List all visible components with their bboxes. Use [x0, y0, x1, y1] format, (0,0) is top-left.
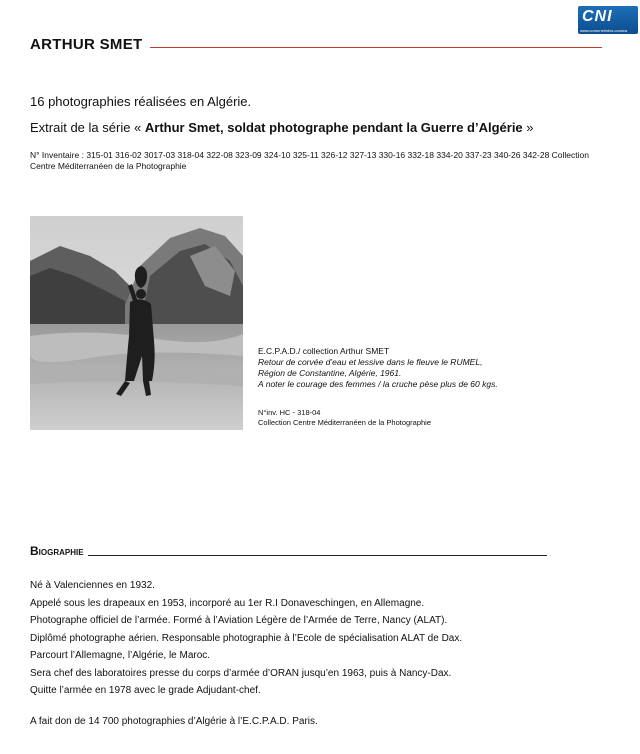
bio-line: Appelé sous les drapeaux en 1953, incorporé au 1er R.I Donaveschingen, en Allemagne. — [30, 597, 425, 609]
photo-inventory — [258, 408, 431, 428]
bio-line: Quitte l’armée en 1978 avec le grade Adjudant-chef. — [30, 685, 261, 696]
caption-line-1: Retour de corvée d’eau et lessive dans le fleuve le RUMEL, — [258, 357, 483, 367]
logo-subtext: www.corsenetinfos.corsica — [580, 28, 628, 33]
bio-line: Diplômé photographe aérien. Responsable photographie à l’Ecole de spécialisation ALAT de Dax. — [30, 632, 463, 644]
series-line — [30, 120, 630, 135]
caption-line-3: A noter le courage des femmes / la cruche pèse plus de 60 kgs. — [258, 379, 498, 389]
bio-line: Sera chef des laboratoires presse du corps d’armée d’ORAN jusqu’en 1963, puis à Nancy-Dax. — [30, 667, 452, 679]
series-title: Arthur Smet, soldat photographe pendant la Guerre d’Algérie — [144, 120, 523, 135]
biography-title: Biographie — [30, 544, 84, 558]
photo-woman-carrying-jug — [30, 216, 243, 430]
logo-text: CNI — [582, 8, 613, 25]
photo-collection: Collection Centre Méditerranéen de la Photographie — [258, 418, 432, 427]
photo-count: 16 photographies réalisées en Algérie. — [30, 94, 252, 109]
photo-caption — [258, 346, 498, 390]
biography-header — [30, 544, 547, 558]
photo-inventory-number: N°inv. HC - 318-04 — [258, 408, 321, 417]
bio-line: Parcourt l’Allemagne, l’Algérie, le Maroc. — [30, 650, 211, 661]
inventory-numbers: N° Inventaire : 315-01 316-02 3017-03 318-04 322-08 323-09 324-10 325-11 326-12 327-13 330-16 332-18 334-20 337-23 340-26 342-28 Collection Centre Méditerranéen de la Photographie — [30, 150, 589, 171]
bio-line: Photographe officiel de l’armée. Formé à l’Aviation Légère de l’Armée de Terre, Nancy (ALAT). — [30, 615, 448, 626]
donation-note: A fait don de 14 700 photographies d’Algérie à l’E.C.P.A.D. Paris. — [30, 716, 318, 727]
biography-rule — [88, 555, 547, 556]
caption-line-2: Région de Constantine, Algérie, 1961. — [258, 368, 402, 378]
title-rule — [150, 47, 602, 48]
page-title: ARTHUR SMET — [30, 36, 143, 53]
series-prefix: Extrait de la série « — [30, 120, 145, 135]
bio-line: Né à Valenciennes en 1932. — [30, 580, 155, 591]
series-suffix: » — [522, 120, 534, 135]
cni-logo[interactable] — [578, 6, 638, 34]
page-header — [30, 36, 602, 53]
biography-text — [30, 577, 462, 700]
caption-credit: E.C.P.A.D./ collection Arthur SMET — [258, 346, 390, 356]
